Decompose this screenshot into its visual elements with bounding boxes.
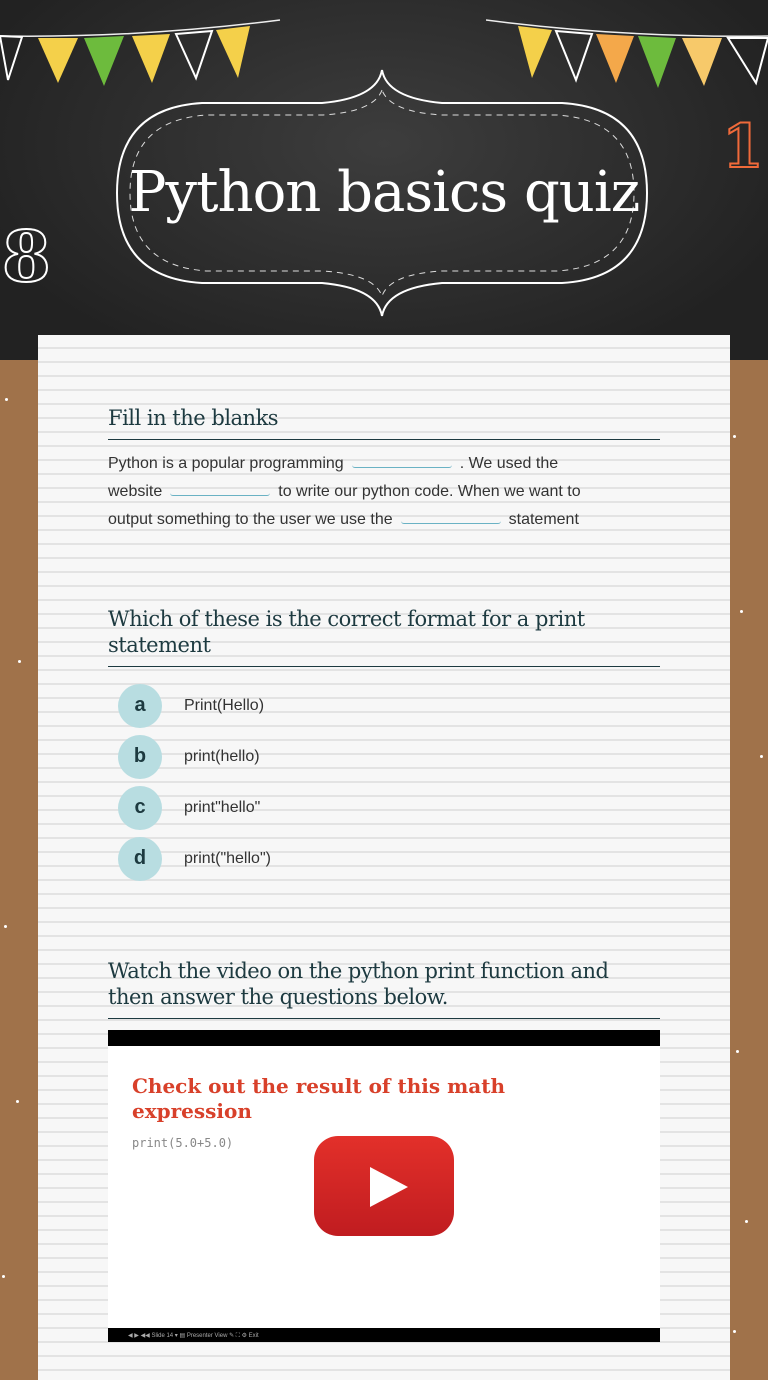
play-button-icon[interactable] [314,1136,454,1236]
option-b[interactable] [108,731,660,782]
blank-input-2[interactable] [170,478,270,496]
question-print-format [108,606,660,884]
question-text [108,450,660,534]
video-player[interactable] [108,1030,660,1342]
video-slide-code: print(5.0+5.0) [132,1136,234,1150]
text-segment: output something to the user we use the [108,511,393,528]
video-controls[interactable]: ◀ ▶ ◀◀ Slide 14 ▾ ▤ Presenter View ✎ ⛶ ⚙ Exit [128,1333,259,1339]
chalk-number-1: 1 [722,112,764,182]
option-d[interactable] [108,833,660,884]
video-slide-title: Check out the result of this math expression [132,1074,505,1123]
question-title: Watch the video on the python print function and then answer the questions below. [108,958,660,1019]
chalkboard-header [0,0,768,360]
page-title: Python basics quiz [128,160,640,225]
blank-input-3[interactable] [401,506,501,524]
option-letter: d [118,837,162,881]
question-fill-blanks [108,405,660,534]
question-title: Fill in the blanks [108,405,660,440]
text-segment: to write our python code. When we want to [278,483,581,500]
option-text: print(hello) [184,747,260,765]
quiz-paper [38,335,730,1380]
option-a[interactable] [108,680,660,731]
option-text: print"hello" [184,798,261,816]
option-c[interactable] [108,782,660,833]
options-list [108,680,660,884]
text-segment: website [108,483,163,500]
option-letter: c [118,786,162,830]
text-segment: Python is a popular programming [108,455,344,472]
option-text: print("hello") [184,849,271,867]
option-letter: b [118,735,162,779]
text-segment: . We used the [459,455,559,472]
chalk-number-8: 8 [2,215,51,298]
question-title: Which of these is the correct format for a print statement [108,606,660,667]
option-text: Print(Hello) [184,696,265,714]
blank-input-1[interactable] [352,450,452,468]
option-letter: a [118,684,162,728]
question-video [108,958,660,1019]
text-segment: statement [508,511,579,528]
